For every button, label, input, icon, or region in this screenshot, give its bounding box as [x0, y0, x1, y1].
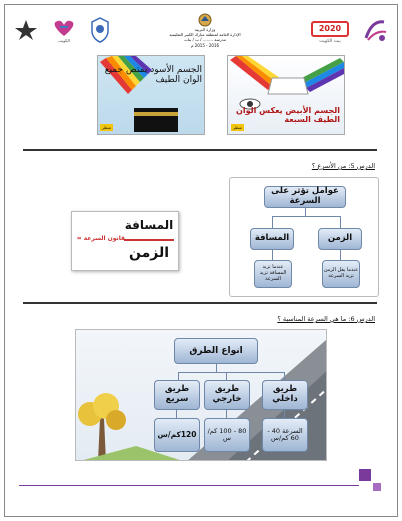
white-body-caption: الجسم الأبيض يعكس الوان الطيف السبعة: [236, 106, 340, 125]
connector: [178, 372, 179, 380]
connector: [340, 216, 341, 228]
heart-logo-icon: [50, 18, 78, 38]
connector: [176, 410, 177, 418]
diagram-root-road-types: انواع الطرق: [174, 338, 258, 364]
formula-fraction-bar: [124, 239, 174, 241]
connector: [340, 250, 341, 260]
logo-left-1: [11, 15, 41, 45]
road-type-external: طريق خارجي: [204, 380, 250, 410]
lesson-6-title: الدرس 6: ما هي السرعة المناسبة ؟: [277, 315, 375, 323]
road-internal-speed: السرعة 40 - 60 كم/س: [262, 418, 308, 452]
image-black-body: [97, 55, 205, 135]
lesson-5-title: الدرس 5: من الأسرع ؟: [311, 162, 375, 170]
branch-distance: المسافة: [250, 228, 294, 250]
road-highway-speed: 120كم/س: [154, 418, 200, 452]
shield-logo-icon: [91, 17, 109, 43]
connector: [272, 216, 340, 217]
road-types-diagram: [75, 329, 327, 461]
decor-square-large: [359, 469, 371, 481]
connector: [272, 250, 273, 260]
logo-left-caption: الكويت: [58, 37, 70, 43]
connector: [216, 364, 217, 372]
black-body-caption: الجسم الأسود يمتص جميع الوان الطيف: [104, 65, 202, 85]
road-type-highway: طريق سريع: [154, 380, 200, 410]
logo-left-2: [43, 15, 85, 45]
connector: [272, 216, 273, 228]
worksheet-page: [4, 4, 398, 517]
section-divider-1: [23, 149, 377, 151]
connector: [178, 372, 284, 373]
branch-time: الزمن: [318, 228, 362, 250]
logo-brand: [357, 13, 393, 49]
diagram-root-speed-factors: عوامل تؤثر على السرعة: [264, 186, 346, 208]
connector: [226, 410, 227, 418]
ministry-line-4: 2016 - 2015 م: [190, 42, 220, 48]
speed-factors-diagram: [229, 177, 379, 297]
connector: [284, 372, 285, 380]
branch-time-detail: عندما يقل الزمن تزيد السرعة: [322, 260, 360, 288]
ministry-line-2: الإدارة العامة لمنطقة مبارك الكبير التعليمية: [169, 32, 241, 38]
connector: [284, 410, 285, 418]
connector: [226, 372, 227, 380]
ministry-line-1: وزارة التربية: [194, 27, 216, 32]
kuwait-emblem-icon: [197, 13, 213, 27]
logo-2020-text: 2020: [311, 21, 349, 37]
road-type-internal: طريق داخلي: [262, 380, 308, 410]
logo-right: [305, 15, 355, 49]
footer-rule: [19, 485, 359, 486]
formula-denominator: الزمن: [128, 245, 170, 261]
speed-formula-box: [71, 211, 179, 271]
decor-square-small: [373, 483, 381, 491]
white-body-badge: منظر: [233, 125, 242, 130]
image-white-body: [227, 55, 345, 135]
brand-mark-icon: [360, 16, 390, 46]
logo-right-caption: بيت الكويت: [319, 38, 341, 44]
branch-distance-detail: عندما تزيد المسافة تزيد السرعة: [254, 260, 292, 288]
connector: [305, 208, 306, 216]
star-logo-icon: [13, 18, 39, 42]
black-body-badge: منظر: [102, 125, 111, 130]
road-external-speed: 80 - 100 كم/س: [204, 418, 250, 452]
formula-label: قانون السرعة =: [76, 235, 125, 242]
section-divider-2: [23, 302, 377, 304]
formula-numerator: المسافة: [124, 218, 174, 232]
ministry-line-3: مدرسة ........ / ب / بنات: [184, 37, 226, 43]
ministry-header: [155, 13, 255, 53]
logo-left-3: [87, 15, 113, 45]
